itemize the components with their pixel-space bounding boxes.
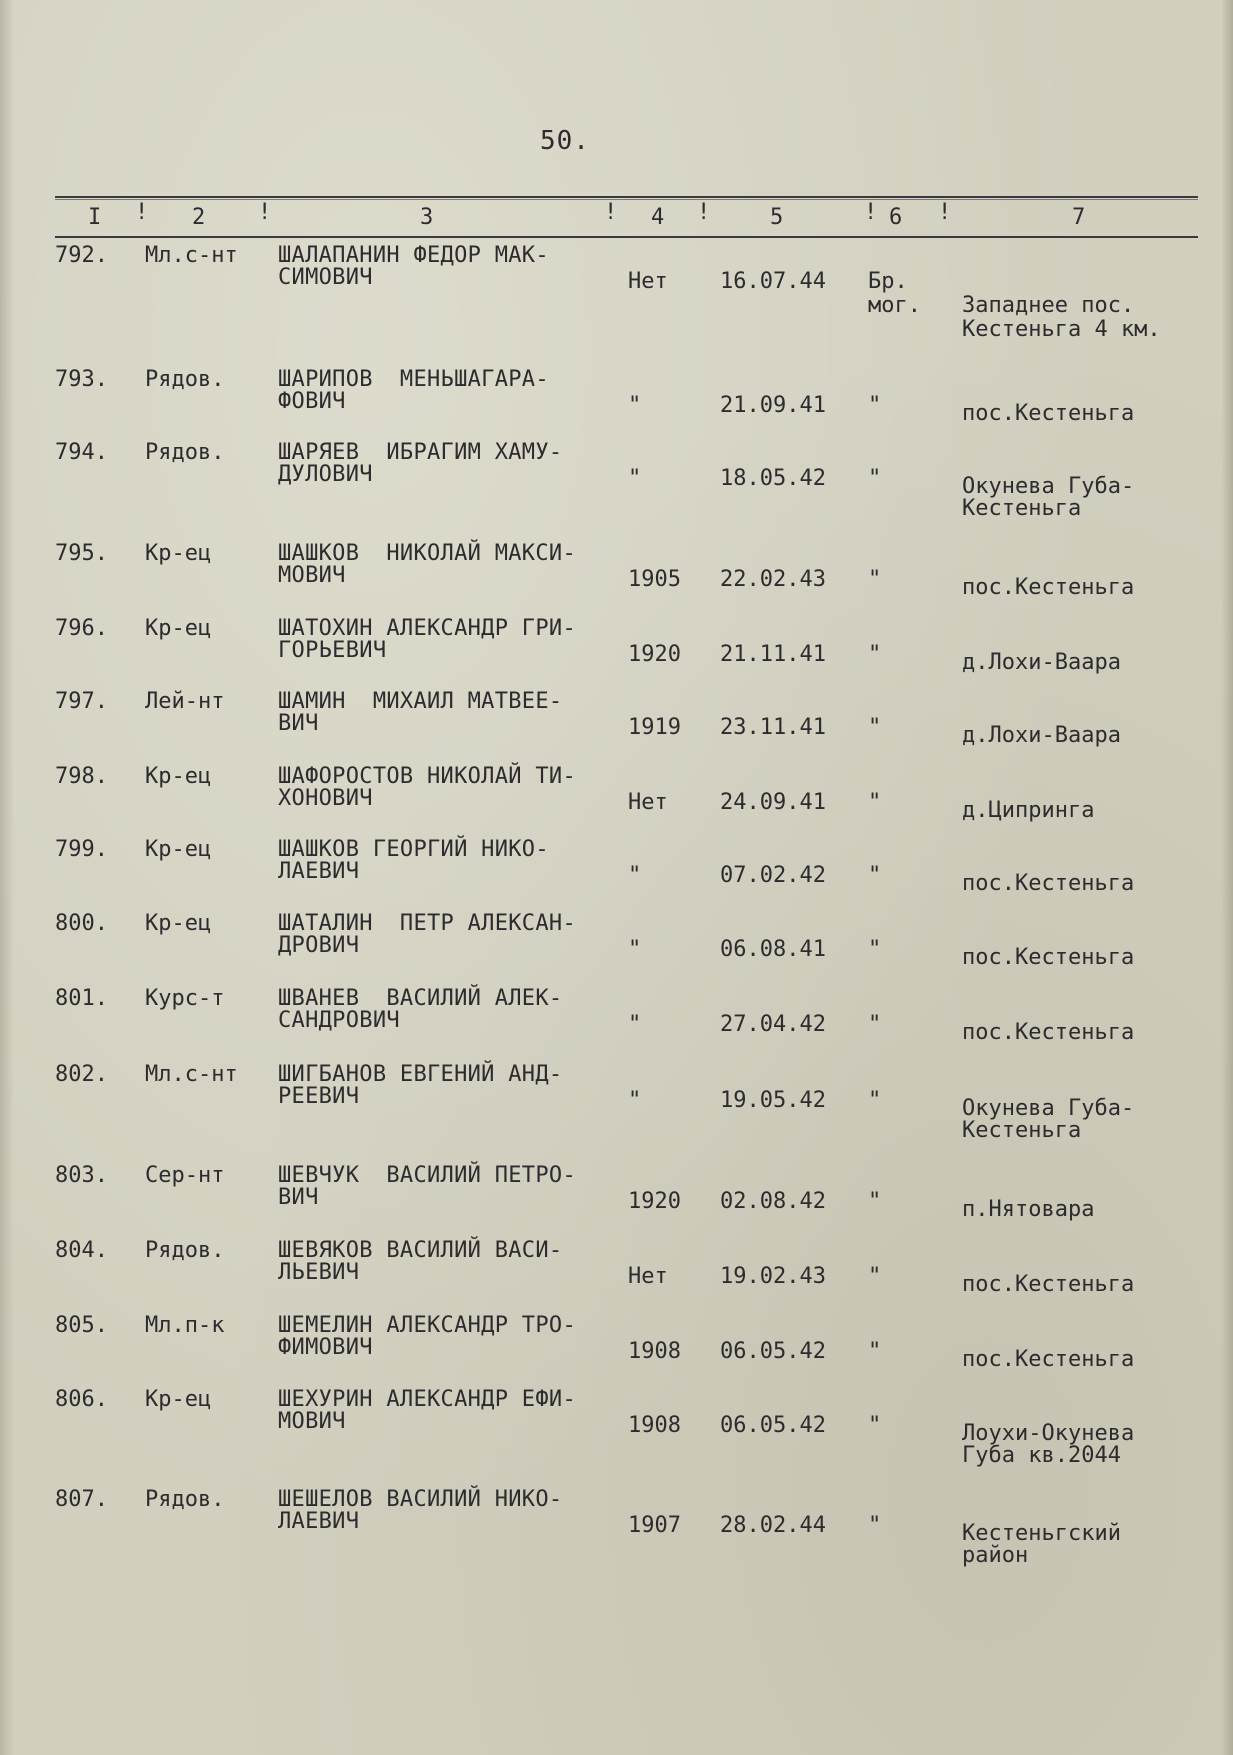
row-rank: Рядов. bbox=[145, 1487, 225, 1512]
row-death-date: 22.02.43 bbox=[720, 567, 826, 592]
row-number: 795. bbox=[55, 541, 108, 566]
row-rank: Кр-ец bbox=[145, 541, 212, 566]
row-rank: Мл.с-нт bbox=[145, 1062, 238, 1087]
row-number: 798. bbox=[55, 764, 108, 789]
row-name-line-1: ШАШКОВ НИКОЛАЙ МАКСИ- bbox=[278, 541, 576, 566]
row-burial-place-line-1: п.Нятовара bbox=[962, 1197, 1095, 1222]
row-name-line-2: РЕЕВИЧ bbox=[278, 1084, 360, 1109]
row-rank: Рядов. bbox=[145, 440, 225, 465]
row-name-line-1: ШАРЯЕВ ИБРАГИМ ХАМУ- bbox=[278, 440, 563, 465]
row-death-date: 19.02.43 bbox=[720, 1264, 826, 1289]
row-number: 804. bbox=[55, 1238, 108, 1263]
row-name-line-1: ШАТАЛИН ПЕТР АЛЕКСАН- bbox=[278, 911, 576, 936]
row-name-line-1: ШВАНЕВ ВАСИЛИЙ АЛЕК- bbox=[278, 986, 563, 1011]
row-number: 802. bbox=[55, 1062, 108, 1087]
row-name-line-2: ВИЧ bbox=[278, 711, 319, 736]
header-col-1: I bbox=[88, 205, 102, 230]
row-burial-place-line-1: пос.Кестеньга bbox=[962, 871, 1135, 896]
row-birth-year: " bbox=[628, 937, 642, 962]
row-burial-place-line-2: Губа кв.2044 bbox=[962, 1443, 1121, 1468]
row-number: 800. bbox=[55, 911, 108, 936]
row-name-line-2: ГОРЬЕВИЧ bbox=[278, 638, 387, 663]
row-burial-type: " bbox=[868, 567, 882, 592]
row-name-line-1: ШАЛАПАНИН ФЕДОР МАК- bbox=[278, 243, 549, 268]
row-number: 797. bbox=[55, 689, 108, 714]
row-rank: Кр-ец bbox=[145, 837, 212, 862]
row-burial-type: " bbox=[868, 715, 882, 740]
row-name-line-1: ШЕВЧУК ВАСИЛИЙ ПЕТРО- bbox=[278, 1163, 576, 1188]
header-col-6: 6 bbox=[889, 205, 903, 230]
row-burial-type: " bbox=[868, 642, 882, 667]
row-death-date: 02.08.42 bbox=[720, 1189, 826, 1214]
row-death-date: 16.07.44 bbox=[720, 269, 826, 294]
header-bottom-rule bbox=[55, 236, 1198, 238]
row-burial-type: " bbox=[868, 393, 882, 418]
row-burial-type: " bbox=[868, 1264, 882, 1289]
row-number: 805. bbox=[55, 1313, 108, 1338]
row-burial-type: " bbox=[868, 937, 882, 962]
page-number: 50. bbox=[540, 126, 590, 156]
row-death-date: 06.05.42 bbox=[720, 1339, 826, 1364]
row-birth-year: 1905 bbox=[628, 567, 681, 592]
row-death-date: 23.11.41 bbox=[720, 715, 826, 740]
row-name-line-2: МОВИЧ bbox=[278, 1409, 346, 1434]
row-burial-type: " bbox=[868, 1339, 882, 1364]
row-name-line-2: МОВИЧ bbox=[278, 563, 346, 588]
row-birth-year: " bbox=[628, 393, 642, 418]
row-death-date: 06.05.42 bbox=[720, 1413, 826, 1438]
row-burial-type: " bbox=[868, 466, 882, 491]
header-col-5: 5 bbox=[770, 205, 784, 230]
header-separator: ! bbox=[864, 200, 878, 225]
row-burial-type: Бр. bbox=[868, 269, 908, 294]
row-burial-place-line-1: д.Лохи-Ваара bbox=[962, 723, 1121, 748]
row-birth-year: " bbox=[628, 1012, 642, 1037]
row-burial-place-line-1: д.Лохи-Ваара bbox=[962, 650, 1121, 675]
row-birth-year: 1919 bbox=[628, 715, 681, 740]
row-rank: Рядов. bbox=[145, 367, 225, 392]
row-death-date: 21.11.41 bbox=[720, 642, 826, 667]
row-burial-place-line-1: пос.Кестеньга bbox=[962, 945, 1135, 970]
row-name-line-1: ШЕШЕЛОВ ВАСИЛИЙ НИКО- bbox=[278, 1487, 563, 1512]
row-name-line-1: ШАРИПОВ МЕНЬШАГАРА- bbox=[278, 367, 549, 392]
row-burial-place-line-1: Окунева Губа- bbox=[962, 474, 1135, 499]
row-rank: Кр-ец bbox=[145, 616, 212, 641]
row-name-line-1: ШЕВЯКОВ ВАСИЛИЙ ВАСИ- bbox=[278, 1238, 563, 1263]
row-burial-place-line-2: Кестеньга bbox=[962, 1118, 1082, 1143]
header-separator: ! bbox=[938, 200, 952, 225]
row-number: 796. bbox=[55, 616, 108, 641]
row-death-date: 21.09.41 bbox=[720, 393, 826, 418]
row-birth-year: " bbox=[628, 466, 642, 491]
table-top-rule-secondary bbox=[55, 199, 1198, 200]
row-name-line-2: ЛЬЕВИЧ bbox=[278, 1260, 360, 1285]
row-death-date: 28.02.44 bbox=[720, 1513, 826, 1538]
row-burial-place-line-1: Западнее пос. bbox=[962, 293, 1135, 318]
row-name-line-2: САНДРОВИЧ bbox=[278, 1008, 400, 1033]
row-name-line-2: ЛАЕВИЧ bbox=[278, 1509, 360, 1534]
row-number: 792. bbox=[55, 243, 108, 268]
row-number: 793. bbox=[55, 367, 108, 392]
header-separator: ! bbox=[258, 200, 272, 225]
row-rank: Сер-нт bbox=[145, 1163, 225, 1188]
row-name-line-1: ШАТОХИН АЛЕКСАНДР ГРИ- bbox=[278, 616, 576, 641]
row-burial-place-line-1: пос.Кестеньга bbox=[962, 1272, 1135, 1297]
row-rank: Мл.с-нт bbox=[145, 243, 238, 268]
row-birth-year: 1920 bbox=[628, 1189, 681, 1214]
row-burial-place-line-1: Окунева Губа- bbox=[962, 1096, 1135, 1121]
row-death-date: 06.08.41 bbox=[720, 937, 826, 962]
row-rank: Мл.п-к bbox=[145, 1313, 225, 1338]
header-col-3: 3 bbox=[420, 205, 434, 230]
row-name-line-1: ШЕМЕЛИН АЛЕКСАНДР ТРО- bbox=[278, 1313, 576, 1338]
row-rank: Лей-нт bbox=[145, 689, 225, 714]
row-rank: Кр-ец bbox=[145, 911, 212, 936]
row-name-line-2: ДУЛОВИЧ bbox=[278, 462, 373, 487]
header-separator: ! bbox=[135, 200, 149, 225]
row-burial-type-line-2: мог. bbox=[868, 293, 921, 318]
row-burial-place-line-2: район bbox=[962, 1543, 1029, 1568]
row-name-line-2: ХОНОВИЧ bbox=[278, 786, 373, 811]
page-edge-shadow-right bbox=[1221, 0, 1233, 1755]
page-edge-shadow-left bbox=[0, 0, 14, 1755]
row-burial-type: " bbox=[868, 1413, 882, 1438]
row-burial-place-line-1: Кестеньгский bbox=[962, 1521, 1121, 1546]
row-burial-type: " bbox=[868, 1513, 882, 1538]
row-name-line-2: ЛАЕВИЧ bbox=[278, 859, 360, 884]
row-burial-place-line-1: пос.Кестеньга bbox=[962, 401, 1135, 426]
row-name-line-1: ШАШКОВ ГЕОРГИЙ НИКО- bbox=[278, 837, 549, 862]
row-name-line-2: ФОВИЧ bbox=[278, 389, 346, 414]
header-separator: ! bbox=[697, 200, 711, 225]
row-burial-type: " bbox=[868, 1088, 882, 1113]
header-col-4: 4 bbox=[651, 205, 665, 230]
row-name-line-1: ШИГБАНОВ ЕВГЕНИЙ АНД- bbox=[278, 1062, 563, 1087]
row-birth-year: 1908 bbox=[628, 1413, 681, 1438]
row-number: 807. bbox=[55, 1487, 108, 1512]
row-birth-year: " bbox=[628, 1088, 642, 1113]
row-burial-place-line-1: д.Ципринга bbox=[962, 798, 1095, 823]
row-number: 801. bbox=[55, 986, 108, 1011]
row-burial-place-line-1: пос.Кестеньга bbox=[962, 575, 1135, 600]
row-name-line-1: ШЕХУРИН АЛЕКСАНДР ЕФИ- bbox=[278, 1387, 576, 1412]
row-rank: Рядов. bbox=[145, 1238, 225, 1263]
row-birth-year: 1920 bbox=[628, 642, 681, 667]
row-rank: Кр-ец bbox=[145, 764, 212, 789]
row-name-line-2: СИМОВИЧ bbox=[278, 265, 373, 290]
row-name-line-2: ДРОВИЧ bbox=[278, 933, 360, 958]
row-name-line-1: ШАФОРОСТОВ НИКОЛАЙ ТИ- bbox=[278, 764, 576, 789]
row-name-line-2: ВИЧ bbox=[278, 1185, 319, 1210]
row-rank: Кр-ец bbox=[145, 1387, 212, 1412]
row-burial-place-line-1: пос.Кестеньга bbox=[962, 1347, 1135, 1372]
row-birth-year: 1907 bbox=[628, 1513, 681, 1538]
header-col-7: 7 bbox=[1072, 205, 1086, 230]
header-separator: ! bbox=[604, 200, 618, 225]
row-number: 799. bbox=[55, 837, 108, 862]
row-burial-type: " bbox=[868, 790, 882, 815]
row-birth-year: " bbox=[628, 863, 642, 888]
row-death-date: 07.02.42 bbox=[720, 863, 826, 888]
row-rank: Курс-т bbox=[145, 986, 225, 1011]
row-birth-year: 1908 bbox=[628, 1339, 681, 1364]
table-top-rule bbox=[55, 196, 1198, 198]
row-number: 803. bbox=[55, 1163, 108, 1188]
row-death-date: 27.04.42 bbox=[720, 1012, 826, 1037]
row-number: 806. bbox=[55, 1387, 108, 1412]
row-number: 794. bbox=[55, 440, 108, 465]
row-burial-place-line-1: Лоухи-Окунева bbox=[962, 1421, 1135, 1446]
row-burial-type: " bbox=[868, 1189, 882, 1214]
row-death-date: 19.05.42 bbox=[720, 1088, 826, 1113]
row-birth-year: Нет bbox=[628, 1264, 668, 1289]
header-col-2: 2 bbox=[192, 205, 206, 230]
row-burial-type: " bbox=[868, 863, 882, 888]
row-death-date: 24.09.41 bbox=[720, 790, 826, 815]
row-burial-place-line-2: Кестеньга bbox=[962, 496, 1082, 521]
row-birth-year: Нет bbox=[628, 269, 668, 294]
row-death-date: 18.05.42 bbox=[720, 466, 826, 491]
row-name-line-1: ШАМИН МИХАИЛ МАТВЕЕ- bbox=[278, 689, 563, 714]
row-burial-place-line-2: Кестеньга 4 км. bbox=[962, 317, 1161, 342]
row-name-line-2: ФИМОВИЧ bbox=[278, 1335, 373, 1360]
row-burial-type: " bbox=[868, 1012, 882, 1037]
row-birth-year: Нет bbox=[628, 790, 668, 815]
row-burial-place-line-1: пос.Кестеньга bbox=[962, 1020, 1135, 1045]
